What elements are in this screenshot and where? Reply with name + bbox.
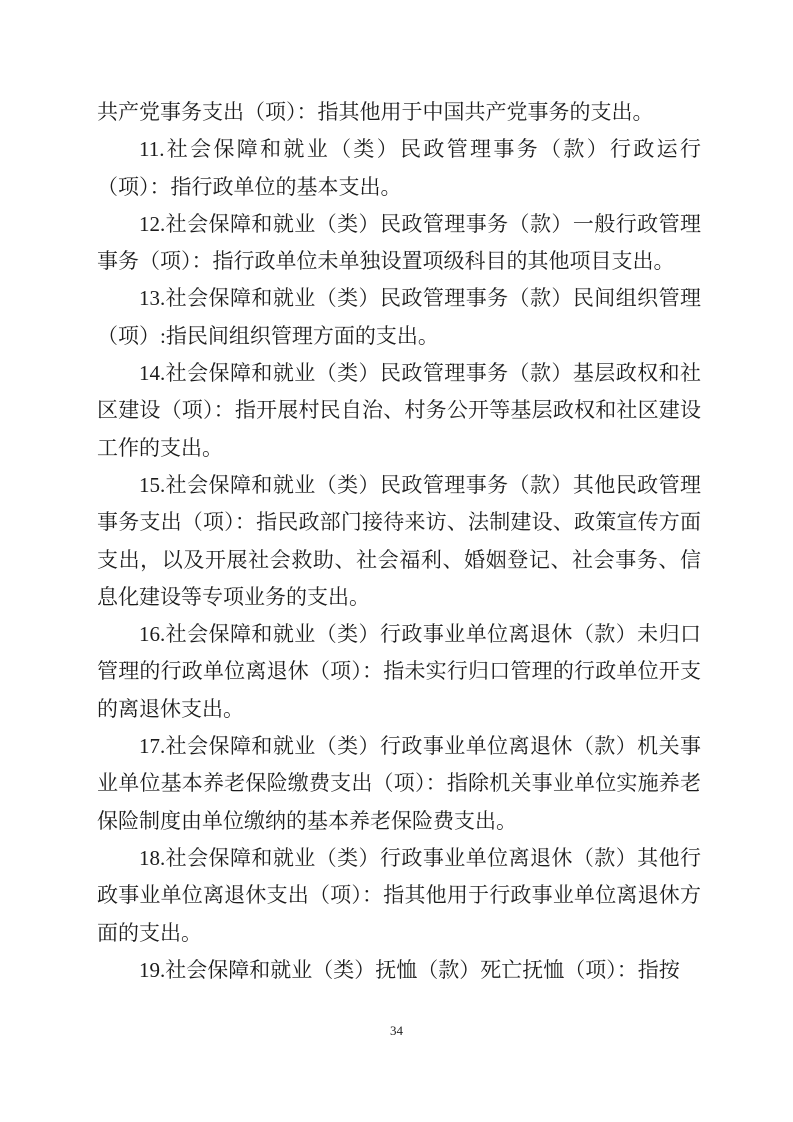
page-number: 34	[390, 1023, 403, 1038]
paragraph-item-17: 17.社会保障和就业（类）行政事业单位离退休（款）机关事业单位基本养老保险缴费支出（项）：指除机关事业单位实施养老保险制度由单位缴纳的基本养老保险费支出。	[97, 734, 701, 833]
paragraph-item-16: 16.社会保障和就业（类）行政事业单位离退休（款）未归口管理的行政单位离退休（项）：指未实行归口管理的行政单位开支的离退休支出。	[97, 622, 701, 721]
paragraph-item-11: 11.社会保障和就业（类）民政管理事务（款）行政运行（项）：指行政单位的基本支出。	[97, 137, 701, 199]
paragraph-item-12: 12.社会保障和就业（类）民政管理事务（款）一般行政管理事务（项）：指行政单位未单独设置项级科目的其他项目支出。	[97, 211, 701, 274]
paragraph-item-19: 19.社会保障和就业（类）抚恤（款）死亡抚恤（项）：指按	[139, 957, 680, 982]
page-footer	[0, 1022, 793, 1040]
paragraph-item-18: 18.社会保障和就业（类）行政事业单位离退休（款）其他行政事业单位离退休支出（项）：指其他用于行政事业单位离退休方面的支出。	[97, 845, 701, 945]
paragraph-item-15: 15.社会保障和就业（类）民政管理事务（款）其他民政管理事务支出（项）：指民政部门接待来访、法制建设、政策宣传方面支出，以及开展社会救助、社会福利、婚姻登记、社会事务、信息化建设等专项业务的支出。	[97, 472, 701, 609]
document-body	[97, 94, 701, 989]
paragraph-item-13: 13.社会保障和就业（类）民政管理事务（款）民间组织管理（项）:指民间组织管理方面的支出。	[97, 286, 701, 348]
paragraph-item-14: 14.社会保障和就业（类）民政管理事务（款）基层政权和社区建设（项）：指开展村民自治、村务公开等基层政权和社区建设工作的支出。	[97, 361, 701, 460]
paragraph-continuation: 共产党事务支出（项）：指其他用于中国共产党事务的支出。	[97, 100, 654, 124]
